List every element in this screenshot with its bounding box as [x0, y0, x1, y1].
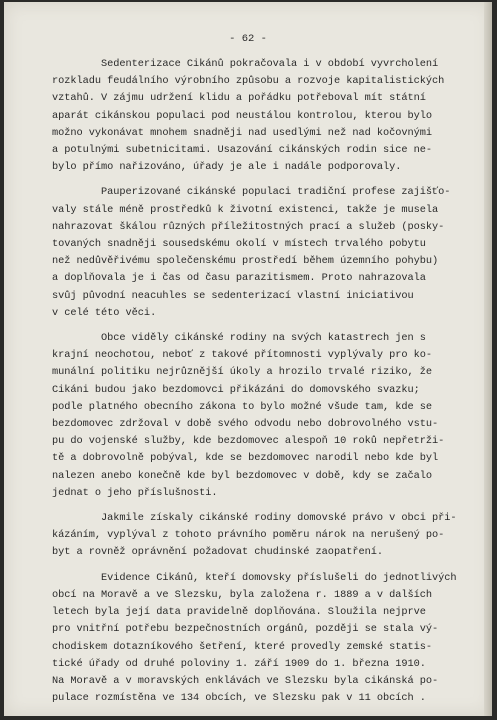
page-edge-shadow	[484, 2, 492, 716]
text-line: kázáním, vyplýval z tohoto právního poměru nárok na nerušený po-	[52, 529, 445, 542]
paragraph	[52, 510, 462, 562]
paragraph	[52, 570, 462, 708]
text-line: pulace rozmístěna ve 134 obcích, ve Slezsku pak v 11 obcích .	[52, 692, 426, 705]
text-line: bezdomovec zdržoval v době svého odvodu nebo dobrovolného vstu-	[52, 418, 439, 431]
body-text	[52, 56, 462, 715]
text-line: rozkladu feudálního výrobního způsobu a rozvoje kapitalistických	[52, 75, 445, 88]
paragraph	[52, 330, 462, 502]
text-line: Cikáni budou jako bezdomovci přikázáni do domovského svazku;	[52, 383, 420, 396]
text-line: tovaných snadněji sousedskému okolí v místech trvalého pobytu	[52, 238, 426, 251]
text-line: letech byla její data pravidelně doplňována. Sloužila nejprve	[52, 606, 426, 619]
text-line: Jakmile získaly cikánské rodiny domovské právo v obci při-	[52, 512, 457, 525]
page-number: - 62 -	[229, 33, 267, 45]
text-line: tě a dobrovolně pobýval, kde se bezdomovec narodil nebo kde byl	[52, 452, 439, 465]
text-line: bylo přímo nařizováno, úřady je ale i nadále podporovaly.	[52, 161, 402, 174]
text-line: Na Moravě a v moravských enklávách ve Slezsku byla cikánská po-	[52, 674, 439, 687]
text-line: nahrazovat škálou různých příležitostných prací a služeb (posky-	[52, 220, 445, 233]
text-line: byt a rovněž oprávnění požadovat chudinské zaopatření.	[52, 546, 383, 559]
text-line: tické úřady od druhé poloviny 1. září 1909 do 1. března 1910.	[52, 657, 426, 670]
text-line: munální politiku nejrůznější úkoly a hrozilo trvalé riziko, že	[52, 366, 433, 379]
text-line: Sedenterizace Cikánů pokračovala i v období vyvrcholení	[52, 58, 439, 70]
text-line: než nedůvěřivému společenskému prostředí během územního pohybu)	[52, 255, 439, 268]
paragraph	[52, 184, 462, 322]
text-line: pu do vojenské služby, kde bezdomovec alespoň 10 roků nepřetrži-	[52, 435, 445, 448]
text-line: možno vykonávat mnohem snadněji nad usedlými než nad kočovnými	[52, 126, 433, 139]
text-line: jednat o jeho příslušnosti.	[52, 486, 218, 499]
text-line: obcí na Moravě a ve Slezsku, byla založena r. 1889 a v dalších	[52, 588, 433, 601]
text-line: valy stále méně prostředků k životní existenci, takže je musela	[52, 203, 439, 216]
text-line: pro vnitřní potřebu bezpečnostních orgánů, později se stala vý-	[52, 623, 439, 636]
text-line: svůj původní neacuhles se sedenterizací vlastní iniciativou	[52, 289, 414, 302]
text-line: aparát cikánskou populaci pod neustálou kontrolou, kterou bylo	[52, 109, 433, 122]
paragraph	[52, 56, 462, 176]
document-page	[4, 2, 492, 716]
text-line: nalezen anebo konečně kde byl bezdomovec v době, kdy se začalo	[52, 469, 433, 482]
text-line: Pauperizované cikánské populaci tradiční profese zajišťo-	[52, 186, 451, 199]
text-line: a potulnými subetnicitami. Usazování cikánských rodin sice ne-	[52, 144, 433, 157]
text-line: a doplňovala je i čas od času parazitismem. Proto nahrazovala	[52, 272, 426, 285]
text-line: v celé této věci.	[52, 306, 157, 319]
text-line: Obce viděly cikánské rodiny na svých katastrech jen s	[52, 332, 426, 345]
text-line: vztahů. V zájmu udržení klidu a pořádku potřeboval mít státní	[52, 92, 426, 105]
text-line: podle platného obecního zákona to bylo možné všude tam, kde se	[52, 400, 433, 413]
text-line: krajní neochotou, neboť z takové přítomnosti vyplývaly pro ko-	[52, 349, 433, 362]
text-line: Evidence Cikánů, kteří domovsky příslušeli do jednotlivých	[52, 571, 457, 584]
text-line: chodiskem dotazníkového šetření, které provedly zemské statis-	[52, 640, 433, 653]
